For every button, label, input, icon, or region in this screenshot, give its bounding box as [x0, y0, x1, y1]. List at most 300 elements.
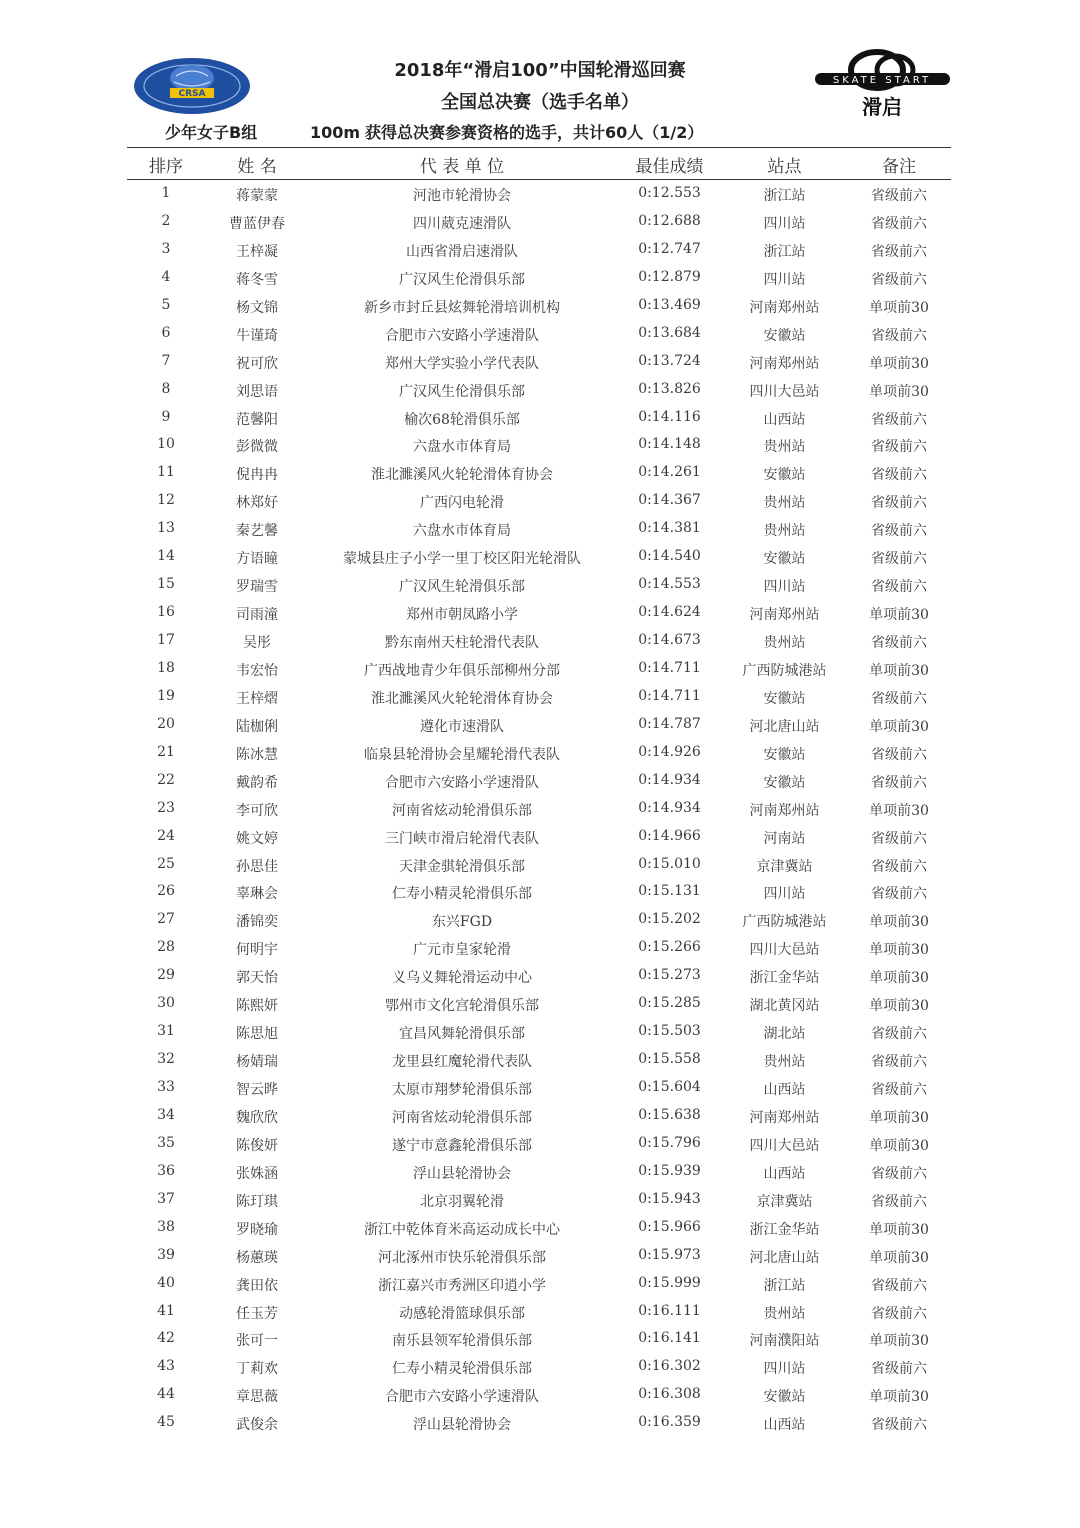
table-row [127, 683, 951, 711]
name-cell: 罗瑞雪 [236, 579, 278, 596]
name-cell: 王梓凝 [236, 243, 278, 260]
note-cell: 省级前六 [871, 635, 927, 651]
rank-cell: 4 [161, 268, 171, 285]
club-cell: 淮北濉溪风火轮轮滑体育协会 [371, 690, 553, 707]
table-row [127, 543, 951, 571]
station-cell: 河南郑州站 [749, 802, 820, 819]
table-row [127, 1353, 951, 1381]
station-cell: 浙江金华站 [749, 970, 820, 987]
club-cell: 广西战地青少年俱乐部柳州分部 [364, 662, 560, 679]
time-cell: 0:16.302 [638, 1358, 701, 1375]
rank-cell: 42 [157, 1330, 175, 1347]
station-cell: 四川站 [763, 886, 806, 903]
name-cell: 吴彤 [243, 635, 271, 651]
table-row [127, 795, 951, 823]
col-rank-header: 排序 [149, 157, 183, 177]
table-row [127, 878, 951, 906]
time-cell: 0:16.308 [638, 1386, 701, 1403]
time-cell: 0:14.934 [638, 771, 701, 788]
rank-cell: 3 [161, 240, 171, 257]
table-row [127, 571, 951, 599]
club-cell: 淮北濉溪风火轮轮滑体育协会 [371, 467, 553, 484]
note-cell: 省级前六 [871, 188, 927, 204]
time-cell: 0:14.926 [638, 743, 701, 760]
club-cell: 南乐县领军轮滑俱乐部 [392, 1333, 532, 1350]
name-cell: 杨蕙瑛 [236, 1249, 278, 1266]
name-cell: 范馨阳 [236, 411, 278, 428]
note-cell: 省级前六 [871, 830, 927, 847]
time-cell: 0:13.826 [638, 380, 701, 397]
club-cell: 合肥市六安路小学速滑队 [385, 327, 539, 344]
table-row [127, 515, 951, 543]
time-cell: 0:14.673 [638, 632, 701, 648]
qualify-text: 获得总决赛参赛资格的选手，共计60人（1/2） [365, 123, 704, 142]
station-cell: 四川站 [763, 1361, 806, 1378]
note-cell: 单项前30 [869, 1249, 929, 1266]
rank-cell: 39 [157, 1246, 175, 1263]
station-cell: 湖北黄冈站 [749, 998, 820, 1015]
table-row [127, 348, 951, 376]
group-label: 少年女子B组 [165, 123, 258, 142]
rank-cell: 14 [157, 548, 175, 565]
note-cell: 单项前30 [869, 914, 929, 931]
table-row [127, 599, 951, 627]
note-cell: 省级前六 [871, 271, 927, 288]
col-club-header: 代 表 单 位 [419, 157, 505, 177]
rank-cell: 27 [157, 911, 175, 928]
rank-cell: 17 [157, 632, 175, 648]
rank-cell: 32 [157, 1051, 175, 1068]
station-cell: 安徽站 [763, 746, 806, 763]
table-row [127, 1381, 951, 1409]
table-row [127, 1242, 951, 1270]
station-cell: 四川大邑站 [749, 1137, 820, 1154]
club-cell: 山西省滑启速滑队 [406, 243, 518, 260]
club-cell: 广元市皇家轮滑 [413, 942, 511, 959]
station-cell: 安徽站 [763, 467, 806, 484]
station-cell: 河南站 [763, 830, 806, 847]
table-row [127, 459, 951, 487]
rank-cell: 38 [157, 1218, 175, 1235]
table-row [127, 236, 951, 264]
time-cell: 0:15.131 [638, 883, 701, 900]
col-station-header: 站点 [767, 157, 802, 177]
table-row [127, 264, 951, 292]
rank-cell: 23 [157, 799, 175, 816]
station-cell: 湖北站 [763, 1026, 806, 1043]
rank-cell: 7 [161, 352, 171, 369]
name-cell: 彭微微 [236, 439, 278, 456]
club-cell: 郑州市朝凤路小学 [406, 607, 518, 624]
club-cell: 遵化市速滑队 [420, 718, 504, 735]
rank-cell: 28 [157, 939, 175, 956]
station-cell: 四川大邑站 [749, 942, 820, 959]
name-cell: 祝可欣 [236, 355, 278, 372]
club-cell: 浮山县轮滑协会 [413, 1417, 511, 1434]
name-cell: 张姝涵 [236, 1165, 278, 1182]
station-cell: 河南郑州站 [749, 1109, 820, 1126]
table-row [127, 292, 951, 320]
note-cell: 省级前六 [871, 774, 927, 791]
club-cell: 太原市翔梦轮滑俱乐部 [392, 1082, 532, 1098]
station-cell: 四川大邑站 [749, 383, 820, 400]
club-cell: 临泉县轮滑协会星耀轮滑代表队 [364, 746, 560, 763]
station-cell: 安徽站 [763, 551, 806, 568]
note-cell: 单项前30 [869, 355, 929, 372]
table-row [127, 404, 951, 432]
rank-cell: 20 [157, 715, 175, 732]
time-cell: 0:15.966 [638, 1218, 701, 1235]
note-cell: 单项前30 [869, 1221, 929, 1238]
name-cell: 王梓熠 [236, 690, 278, 707]
name-cell: 姚文婷 [236, 830, 278, 847]
table-row [127, 1158, 951, 1186]
table-top-rule [127, 147, 951, 148]
rank-cell: 5 [161, 296, 171, 313]
note-cell: 省级前六 [871, 411, 927, 428]
rank-cell: 10 [157, 436, 175, 453]
time-cell: 0:15.202 [638, 911, 701, 928]
name-cell: 潘锦奕 [236, 914, 278, 931]
time-cell: 0:14.148 [638, 436, 701, 453]
time-cell: 0:15.503 [638, 1023, 701, 1040]
club-cell: 仁寿小精灵轮滑俱乐部 [392, 1361, 532, 1378]
table-row [127, 1409, 951, 1437]
name-cell: 陈玎琪 [236, 1193, 278, 1210]
rank-cell: 22 [157, 771, 175, 788]
rank-cell: 43 [157, 1358, 175, 1375]
rank-cell: 1 [161, 185, 171, 201]
name-cell: 任玉芳 [236, 1305, 278, 1322]
note-cell: 省级前六 [871, 551, 927, 568]
station-cell: 山西站 [763, 1165, 806, 1182]
note-cell: 单项前30 [869, 299, 929, 316]
table-row [127, 487, 951, 515]
club-cell: 仁寿小精灵轮滑俱乐部 [392, 886, 532, 903]
rank-cell: 26 [157, 883, 175, 900]
time-cell: 0:15.796 [638, 1134, 701, 1151]
station-cell: 京津冀站 [756, 858, 813, 875]
club-cell: 广汉风生伦滑俱乐部 [399, 383, 525, 400]
note-cell: 省级前六 [871, 467, 927, 484]
name-cell: 李可欣 [236, 802, 278, 819]
time-cell: 0:15.285 [638, 995, 701, 1012]
rank-cell: 35 [157, 1134, 175, 1151]
time-cell: 0:15.604 [638, 1079, 701, 1095]
table-row [127, 1325, 951, 1353]
table-row [127, 934, 951, 962]
note-cell: 单项前30 [869, 1389, 929, 1406]
svg-text:CRSA: CRSA [178, 89, 206, 99]
club-cell: 浙江中乾体育米高运动成长中心 [364, 1221, 560, 1238]
note-cell: 省级前六 [871, 1417, 927, 1434]
time-cell: 0:13.469 [638, 296, 701, 313]
rank-cell: 2 [161, 212, 171, 229]
station-cell: 浙江金华站 [749, 1221, 820, 1238]
table-row [127, 1214, 951, 1242]
time-cell: 0:15.973 [638, 1246, 701, 1263]
club-cell: 新乡市封丘县炫舞轮滑培训机构 [364, 299, 560, 316]
name-cell: 陈思旭 [236, 1026, 278, 1043]
rank-cell: 15 [157, 576, 175, 593]
note-cell: 单项前30 [869, 1109, 929, 1126]
table-body [127, 180, 951, 1437]
name-cell: 张可一 [236, 1333, 278, 1350]
name-cell: 丁莉欢 [236, 1361, 278, 1378]
rank-cell: 16 [157, 604, 175, 621]
svg-text:滑启: 滑启 [862, 95, 902, 119]
club-cell: 广汉风生轮滑俱乐部 [399, 579, 525, 596]
table-header [127, 149, 951, 177]
subtitle [165, 120, 945, 143]
station-cell: 四川站 [763, 579, 806, 596]
club-cell: 河南省炫动轮滑俱乐部 [392, 802, 532, 819]
title-line-2: 全国总决赛（选手名单） [441, 92, 639, 113]
time-cell: 0:15.939 [638, 1162, 701, 1179]
note-cell: 单项前30 [869, 998, 929, 1015]
name-cell: 杨文锦 [236, 299, 278, 316]
table-row [127, 320, 951, 348]
time-cell: 0:13.684 [638, 324, 701, 341]
table-row [127, 906, 951, 934]
name-cell: 智云晔 [236, 1082, 278, 1098]
name-cell: 司雨潼 [236, 607, 278, 624]
time-cell: 0:14.966 [638, 827, 701, 844]
time-cell: 0:15.558 [638, 1051, 701, 1068]
time-cell: 0:16.141 [638, 1330, 701, 1347]
time-cell: 0:15.010 [638, 855, 701, 872]
station-cell: 浙江站 [763, 1277, 806, 1294]
club-cell: 河北涿州市快乐轮滑俱乐部 [378, 1249, 546, 1266]
station-cell: 贵州站 [763, 635, 806, 651]
col-name-header: 姓 名 [237, 157, 277, 177]
table-row [127, 990, 951, 1018]
time-cell: 0:13.724 [638, 352, 701, 369]
title-line-1: 2018年“滑启100”中国轮滑巡回赛 [394, 60, 686, 81]
rank-cell: 6 [161, 324, 171, 341]
club-cell: 河池市轮滑协会 [413, 188, 511, 204]
table-row [127, 1102, 951, 1130]
club-cell: 六盘水市体育局 [413, 523, 511, 540]
club-cell: 合肥市六安路小学速滑队 [385, 1389, 539, 1406]
club-cell: 宜昌风舞轮滑俱乐部 [399, 1026, 525, 1043]
note-cell: 单项前30 [869, 802, 929, 819]
name-cell: 韦宏怡 [236, 662, 278, 679]
note-cell: 单项前30 [869, 1333, 929, 1350]
rank-cell: 21 [157, 743, 175, 760]
name-cell: 蒋冬雪 [236, 271, 278, 288]
note-cell: 单项前30 [869, 942, 929, 959]
station-cell: 浙江站 [763, 243, 806, 260]
skate-start-logo [815, 42, 950, 122]
club-cell: 蒙城县庄子小学一里丁校区阳光轮滑队 [343, 551, 581, 568]
station-cell: 贵州站 [763, 523, 806, 540]
name-cell: 郭天怡 [236, 970, 278, 987]
table-row [127, 208, 951, 236]
station-cell: 河南郑州站 [749, 355, 820, 372]
club-cell: 北京羽翼轮滑 [420, 1193, 504, 1210]
name-cell: 何明宇 [236, 942, 278, 959]
rank-cell: 41 [157, 1302, 175, 1319]
station-cell: 河南郑州站 [749, 299, 820, 316]
club-cell: 黔东南州天柱轮滑代表队 [385, 635, 539, 651]
time-cell: 0:12.879 [638, 268, 701, 285]
table-row [127, 711, 951, 739]
station-cell: 山西站 [763, 1082, 806, 1098]
time-cell: 0:16.359 [638, 1414, 701, 1431]
station-cell: 河北唐山站 [749, 718, 820, 735]
station-cell: 贵州站 [763, 495, 806, 512]
name-cell: 陈俊妍 [236, 1137, 278, 1154]
col-time-header: 最佳成绩 [635, 157, 704, 177]
rank-cell: 18 [157, 659, 175, 676]
station-cell: 河北唐山站 [749, 1249, 820, 1266]
club-cell: 天津金骐轮滑俱乐部 [399, 858, 525, 875]
note-cell: 省级前六 [871, 1305, 927, 1322]
name-cell: 倪冉冉 [236, 467, 278, 484]
rank-cell: 30 [157, 995, 175, 1012]
club-cell: 六盘水市体育局 [413, 439, 511, 456]
station-cell: 浙江站 [763, 188, 806, 204]
club-cell: 四川葳克速滑队 [413, 215, 511, 232]
station-cell: 山西站 [763, 411, 806, 428]
note-cell: 省级前六 [871, 1361, 927, 1378]
time-cell: 0:14.624 [638, 604, 701, 621]
time-cell: 0:12.553 [638, 185, 701, 201]
station-cell: 京津冀站 [756, 1193, 813, 1210]
name-cell: 方语瞳 [236, 551, 278, 568]
note-cell: 省级前六 [871, 1165, 927, 1182]
club-cell: 浮山县轮滑协会 [413, 1165, 511, 1182]
time-cell: 0:12.747 [638, 240, 701, 257]
club-cell: 广西闪电轮滑 [420, 495, 504, 512]
time-cell: 0:15.999 [638, 1274, 701, 1291]
table-row [127, 431, 951, 459]
rank-cell: 33 [157, 1079, 175, 1095]
club-cell: 鄂州市文化宫轮滑俱乐部 [385, 998, 539, 1015]
rank-cell: 34 [157, 1106, 175, 1123]
table-row [127, 1018, 951, 1046]
event-label: 100m [310, 123, 361, 142]
club-cell: 榆次68轮滑俱乐部 [404, 411, 520, 428]
table-row [127, 851, 951, 879]
club-cell: 动感轮滑篮球俱乐部 [399, 1305, 525, 1322]
col-note-header: 备注 [882, 157, 916, 177]
rank-cell: 12 [157, 492, 175, 509]
rank-cell: 44 [157, 1386, 175, 1403]
station-cell: 山西站 [763, 1417, 806, 1434]
table-row [127, 627, 951, 655]
name-cell: 林郑好 [236, 495, 278, 512]
time-cell: 0:15.266 [638, 939, 701, 956]
note-cell: 省级前六 [871, 886, 927, 903]
rank-cell: 13 [157, 520, 175, 537]
club-cell: 广汉风生伦滑俱乐部 [399, 271, 525, 288]
rank-cell: 25 [157, 855, 175, 872]
station-cell: 安徽站 [763, 327, 806, 344]
note-cell: 省级前六 [871, 579, 927, 596]
time-cell: 0:14.787 [638, 715, 701, 732]
time-cell: 0:12.688 [638, 212, 701, 229]
station-cell: 四川站 [763, 271, 806, 288]
note-cell: 省级前六 [871, 439, 927, 456]
table-row [127, 376, 951, 404]
name-cell: 武俊余 [236, 1417, 278, 1434]
note-cell: 省级前六 [871, 746, 927, 763]
time-cell: 0:14.711 [638, 659, 701, 676]
time-cell: 0:14.934 [638, 799, 701, 816]
name-cell: 章思薇 [236, 1389, 278, 1406]
name-cell: 魏欣欣 [236, 1109, 278, 1126]
time-cell: 0:15.943 [638, 1190, 701, 1207]
name-cell: 刘思语 [236, 383, 278, 400]
club-cell: 东兴FGD [431, 914, 493, 931]
station-cell: 安徽站 [763, 774, 806, 791]
rank-cell: 11 [157, 464, 175, 481]
name-cell: 陆枷俐 [236, 718, 278, 735]
note-cell: 省级前六 [871, 327, 927, 344]
station-cell: 贵州站 [763, 1054, 806, 1071]
note-cell: 省级前六 [871, 523, 927, 540]
table-row [127, 767, 951, 795]
rank-cell: 8 [161, 380, 171, 397]
name-cell: 蒋蒙蒙 [236, 188, 278, 204]
club-cell: 浙江嘉兴市秀洲区印逍小学 [378, 1277, 546, 1294]
time-cell: 0:14.116 [638, 408, 701, 425]
note-cell: 省级前六 [871, 215, 927, 232]
table-row [127, 655, 951, 683]
club-cell: 三门峡市滑启轮滑代表队 [385, 830, 539, 847]
time-cell: 0:14.540 [638, 548, 701, 565]
station-cell: 四川站 [763, 215, 806, 232]
name-cell: 罗晓瑜 [236, 1221, 278, 1238]
station-cell: 河南濮阳站 [749, 1333, 820, 1350]
note-cell: 单项前30 [869, 1137, 929, 1154]
note-cell: 单项前30 [869, 718, 929, 735]
note-cell: 省级前六 [871, 495, 927, 512]
rank-cell: 37 [157, 1190, 175, 1207]
note-cell: 省级前六 [871, 1026, 927, 1043]
time-cell: 0:14.261 [638, 464, 701, 481]
rank-cell: 19 [157, 687, 175, 704]
name-cell: 牛谨琦 [236, 327, 278, 344]
station-cell: 广西防城港站 [742, 914, 827, 931]
rank-cell: 24 [157, 827, 175, 844]
note-cell: 省级前六 [871, 1082, 927, 1098]
club-cell: 义乌义舞轮滑运动中心 [392, 970, 532, 987]
name-cell: 龚田依 [236, 1277, 278, 1294]
table-row [127, 1130, 951, 1158]
time-cell: 0:14.711 [638, 687, 701, 704]
rank-cell: 9 [161, 408, 171, 425]
note-cell: 省级前六 [871, 858, 927, 875]
name-cell: 曹蓝伊春 [229, 215, 285, 232]
note-cell: 单项前30 [869, 607, 929, 624]
club-cell: 合肥市六安路小学速滑队 [385, 774, 539, 791]
note-cell: 省级前六 [871, 1277, 927, 1294]
station-cell: 安徽站 [763, 1389, 806, 1406]
svg-text:SKATE START: SKATE START [832, 75, 932, 86]
name-cell: 杨婧瑞 [236, 1054, 278, 1071]
rank-cell: 40 [157, 1274, 175, 1291]
time-cell: 0:14.367 [638, 492, 701, 509]
name-cell: 辜琳会 [236, 886, 278, 903]
station-cell: 广西防城港站 [742, 662, 827, 679]
note-cell: 省级前六 [871, 243, 927, 260]
time-cell: 0:15.273 [638, 967, 701, 984]
table-row [127, 1186, 951, 1214]
note-cell: 单项前30 [869, 662, 929, 679]
